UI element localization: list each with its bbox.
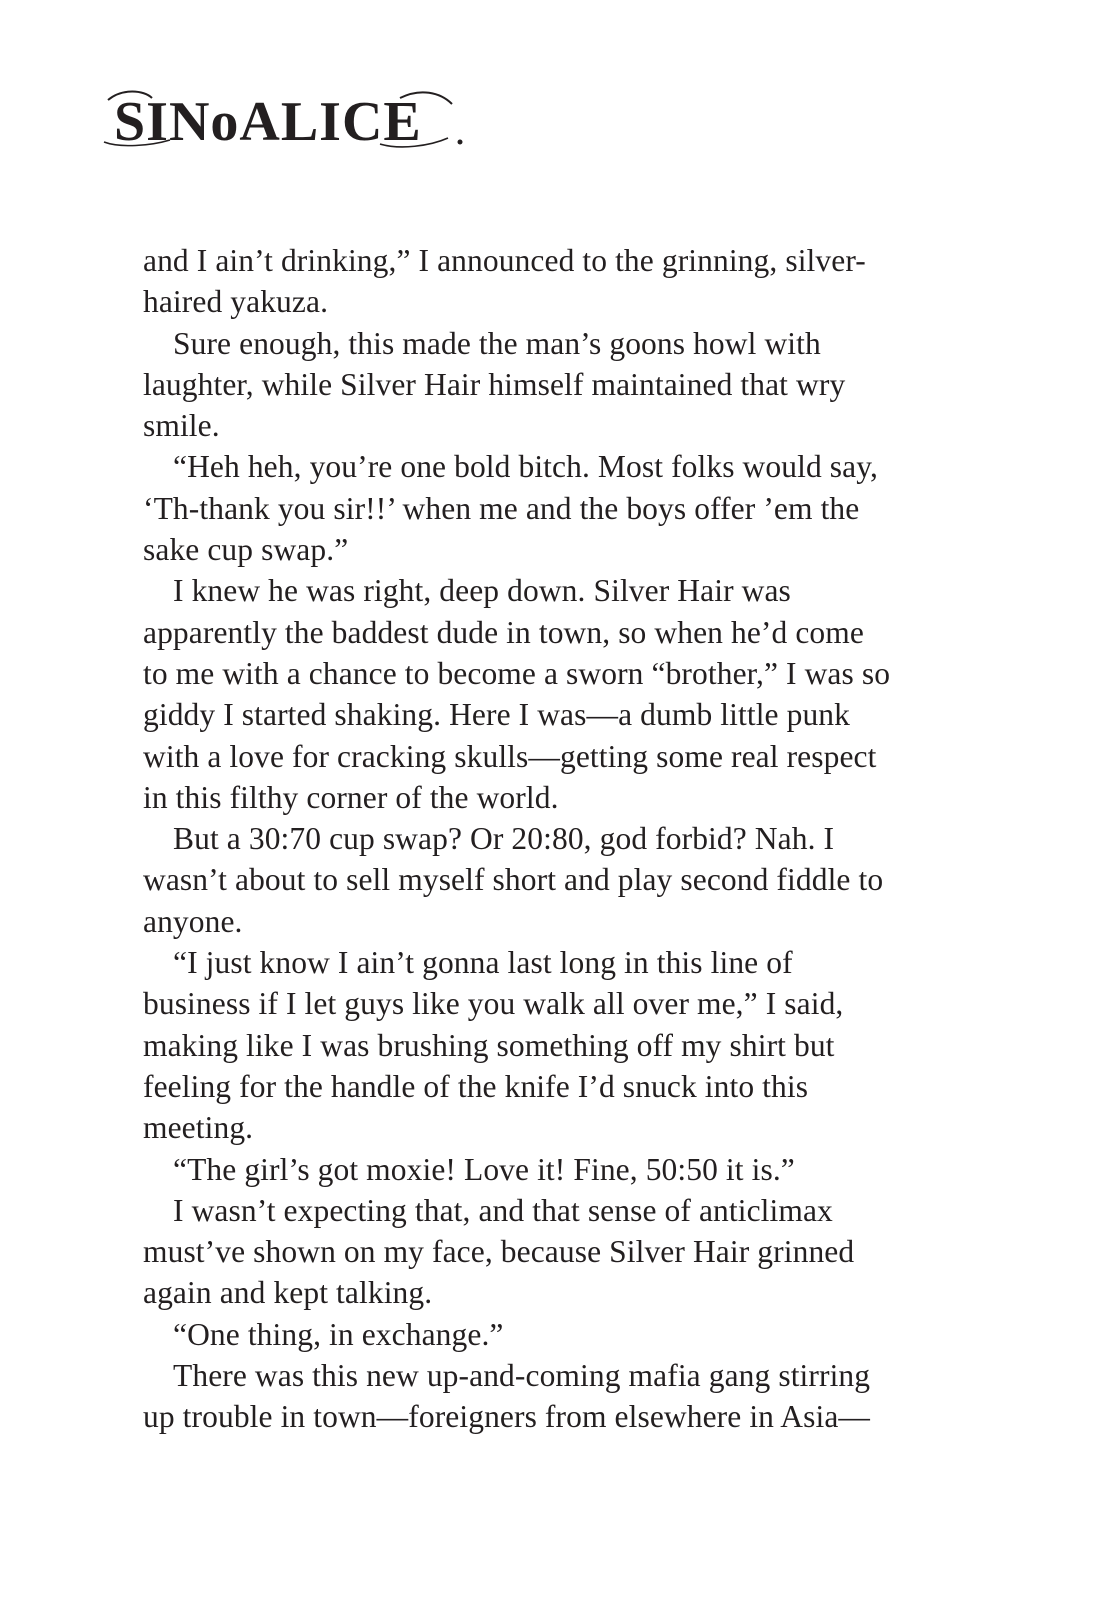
text-line: laughter, while Silver Hair himself maintained that wry <box>143 366 846 402</box>
text-line: up trouble in town—foreigners from elsewhere in Asia— <box>143 1399 871 1435</box>
text-line: making like I was brushing something off my shirt but <box>143 1027 835 1063</box>
text-line: feeling for the handle of the knife I’d snuck into this <box>143 1068 809 1104</box>
text-line: sake cup swap.” <box>143 532 349 568</box>
text-line: “I just know I ain’t gonna last long in this line of <box>173 945 793 981</box>
text-line: apparently the baddest dude in town, so when he’d come <box>143 614 864 650</box>
text-line: I wasn’t expecting that, and that sense of anticlimax <box>173 1192 833 1228</box>
text-line: again and kept talking. <box>143 1275 433 1311</box>
text-line: anyone. <box>143 903 243 939</box>
text-line: “Heh heh, you’re one bold bitch. Most folks would say, <box>173 449 878 485</box>
text-line: There was this new up-and-coming mafia gang stirring <box>173 1358 871 1394</box>
text-line: wasn’t about to sell myself short and play second fiddle to <box>143 862 884 898</box>
text-line: Sure enough, this made the man’s goons howl with <box>173 325 821 361</box>
sinoalice-logo <box>100 84 470 156</box>
text-line: and I ain’t drinking,” I announced to the grinning, silver- <box>143 243 866 278</box>
text-line: I knew he was right, deep down. Silver Hair was <box>173 573 791 609</box>
text-line: must’ve shown on my face, because Silver Hair grinned <box>143 1234 855 1270</box>
text-line: ‘Th-thank you sir!!’ when me and the boys offer ’em the <box>143 490 860 526</box>
text-line: smile. <box>143 408 220 444</box>
text-line: with a love for cracking skulls—getting some real respect <box>143 738 877 774</box>
text-line: “The girl’s got moxie! Love it! Fine, 50:50 it is.” <box>173 1151 795 1187</box>
text-line: to me with a chance to become a sworn “brother,” I was so <box>143 655 891 691</box>
logo-wordmark: SINoALICE <box>114 91 422 153</box>
text-line: But a 30:70 cup swap? Or 20:80, god forbid? Nah. I <box>173 821 835 857</box>
text-line: in this filthy corner of the world. <box>143 779 559 815</box>
text-line: haired yakuza. <box>143 284 329 320</box>
body-text <box>143 240 943 1438</box>
text-line: “One thing, in exchange.” <box>173 1316 504 1352</box>
text-line: giddy I started shaking. Here I was—a dumb little punk <box>143 697 850 733</box>
text-line: business if I let guys like you walk all over me,” I said, <box>143 986 844 1022</box>
text-line: meeting. <box>143 1110 254 1146</box>
